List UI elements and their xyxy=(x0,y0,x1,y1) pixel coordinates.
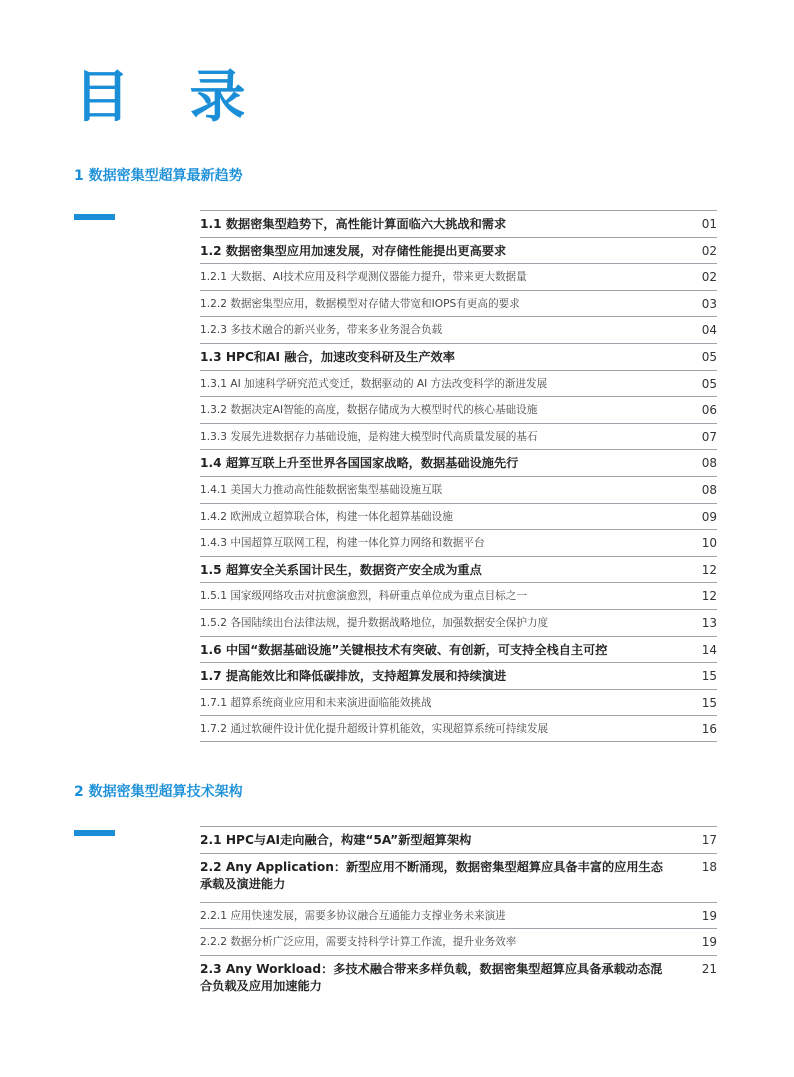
toc-page-number: 21 xyxy=(701,961,717,976)
toc-entry-chapter[interactable] xyxy=(200,343,717,370)
toc-page-number: 06 xyxy=(701,403,717,418)
toc-entry-subsection[interactable] xyxy=(200,423,717,450)
toc-entry-chapter[interactable] xyxy=(200,210,717,237)
toc-entry-subsection[interactable] xyxy=(200,316,717,343)
toc-entry-subsection[interactable] xyxy=(200,715,717,742)
toc-entry-label: 2.2.1 应用快速发展，需要多协议融合互通能力支撑业务未来演进 xyxy=(200,909,506,922)
toc-entry-label: 1.7.1 超算系统商业应用和未来演进面临能效挑战 xyxy=(200,696,432,709)
toc-entry-label: 1.5 超算安全关系国计民生，数据资产安全成为重点 xyxy=(200,562,482,577)
toc-page-number: 02 xyxy=(701,270,717,285)
toc-entry-subsection[interactable] xyxy=(200,290,717,317)
toc-entry-label: 1.2.1 大数据、AI技术应用及科学观测仪器能力提升，带来更大数据量 xyxy=(200,271,527,284)
toc-entry-label: 1.2 数据密集型应用加速发展，对存储性能提出更高要求 xyxy=(200,243,507,258)
toc-entry-label: 1.3.1 AI 加速科学研究范式变迁，数据驱动的 AI 方法改变科学的渐进发展 xyxy=(200,377,548,390)
toc-entry-label: 1.1 数据密集型趋势下，高性能计算面临六大挑战和需求 xyxy=(200,217,507,231)
toc-page-number: 09 xyxy=(701,509,717,524)
toc-entry-subsection[interactable] xyxy=(200,689,717,716)
toc-page-number: 12 xyxy=(701,589,717,604)
toc-entry-chapter[interactable] xyxy=(200,826,717,853)
toc-page-number: 15 xyxy=(701,669,717,684)
toc-page-number: 03 xyxy=(701,296,717,311)
toc-entry-subsection[interactable] xyxy=(200,503,717,530)
toc-entry-label: 1.4.1 美国大力推动高性能数据密集型基础设施互联 xyxy=(200,483,443,496)
toc-entry-label: 1.5.1 国家级网络攻击对抗愈演愈烈，科研重点单位成为重点目标之一 xyxy=(200,590,527,603)
toc-page-number: 07 xyxy=(701,429,717,444)
toc-entry-label: 1.2.2 数据密集型应用，数据模型对存储大带宽和IOPS有更高的要求 xyxy=(200,297,520,310)
toc-entry-label: 1.3.2 数据决定AI智能的高度，数据存储成为大模型时代的核心基础设施 xyxy=(200,404,538,417)
toc-page-number: 05 xyxy=(701,376,717,391)
section-accent-bar xyxy=(74,830,115,836)
toc-entry-label: 2.2.2 数据分析广泛应用，需要支持科学计算工作流，提升业务效率 xyxy=(200,936,517,949)
toc-entry-chapter[interactable] xyxy=(200,449,717,476)
toc-page-number: 10 xyxy=(701,536,717,551)
toc-entry-label: 1.3 HPC和AI 融合，加速改变科研及生产效率 xyxy=(200,349,455,364)
toc-entry-subsection[interactable] xyxy=(200,370,717,397)
toc-page-number: 08 xyxy=(701,482,717,497)
toc-entry-chapter[interactable] xyxy=(200,556,717,583)
toc-page-number: 04 xyxy=(701,323,717,338)
toc-entry-label: 1.3.3 发展先进数据存力基础设施，是构建大模型时代高质量发展的基石 xyxy=(200,430,538,443)
toc-entry-label: 1.4.3 中国超算互联网工程，构建一体化算力网络和数据平台 xyxy=(200,537,485,550)
toc-list-section-2 xyxy=(200,826,717,1004)
toc-page-number: 08 xyxy=(701,456,717,471)
toc-entry-subsection[interactable] xyxy=(200,902,717,929)
toc-entry-subsection[interactable] xyxy=(200,582,717,609)
toc-entry-subsection[interactable] xyxy=(200,928,717,955)
toc-entry-label: 1.7.2 通过软硬件设计优化提升超级计算机能效，实现超算系统可持续发展 xyxy=(200,723,549,736)
toc-entry-subsection[interactable] xyxy=(200,529,717,556)
toc-entry-subsection[interactable] xyxy=(200,476,717,503)
toc-page-number: 05 xyxy=(701,349,717,364)
page-title: 目 录 xyxy=(74,65,266,130)
toc-entry-label: 1.4.2 欧洲成立超算联合体，构建一体化超算基础设施 xyxy=(200,510,453,523)
toc-entry-label: 1.6 中国“数据基础设施”关键根技术有突破、有创新，可支持全栈自主可控 xyxy=(200,642,608,657)
toc-page-number: 14 xyxy=(701,642,717,657)
toc-list-section-1 xyxy=(200,210,717,742)
toc-page-number: 19 xyxy=(701,935,717,950)
section-accent-bar xyxy=(74,214,115,220)
toc-entry-label: 2.3 Any Workload：多技术融合带来多样负载，数据密集型超算应具备承载动态混合负载及应用加速能力 xyxy=(200,961,663,994)
toc-page-number: 19 xyxy=(701,908,717,923)
toc-entry-subsection[interactable] xyxy=(200,609,717,636)
toc-entry-chapter[interactable] xyxy=(200,636,717,663)
toc-entry-chapter[interactable] xyxy=(200,237,717,264)
toc-entry-label: 1.7 提高能效比和降低碳排放，支持超算发展和持续演进 xyxy=(200,669,507,684)
toc-entry-label: 2.2 Any Application：新型应用不断涌现，数据密集型超算应具备丰富的应用生态承载及演进能力 xyxy=(200,859,663,892)
toc-entry-label: 2.1 HPC与AI走向融合，构建“5A”新型超算架构 xyxy=(200,833,472,847)
toc-entry-subsection[interactable] xyxy=(200,263,717,290)
section-heading-1: 1 数据密集型超算最新趋势 xyxy=(74,168,243,184)
toc-page-number: 16 xyxy=(701,722,717,737)
toc-entry-chapter[interactable] xyxy=(200,662,717,689)
toc-page-number: 17 xyxy=(701,833,717,847)
section-heading-2: 2 数据密集型超算技术架构 xyxy=(74,784,243,800)
toc-page-number: 02 xyxy=(701,243,717,258)
toc-entry-label: 1.4 超算互联上升至世界各国国家战略，数据基础设施先行 xyxy=(200,456,519,471)
toc-entry-label: 1.2.3 多技术融合的新兴业务，带来多业务混合负载 xyxy=(200,324,443,337)
toc-entry-chapter[interactable] xyxy=(200,853,717,902)
toc-entry-chapter[interactable] xyxy=(200,955,717,1004)
toc-page-number: 12 xyxy=(701,562,717,577)
toc-entry-subsection[interactable] xyxy=(200,396,717,423)
toc-page-number: 15 xyxy=(701,695,717,710)
toc-entry-label: 1.5.2 各国陆续出台法律法规，提升数据战略地位，加强数据安全保护力度 xyxy=(200,616,549,629)
toc-page-number: 13 xyxy=(701,615,717,630)
toc-page-number: 01 xyxy=(701,217,717,231)
toc-page-number: 18 xyxy=(701,859,717,874)
